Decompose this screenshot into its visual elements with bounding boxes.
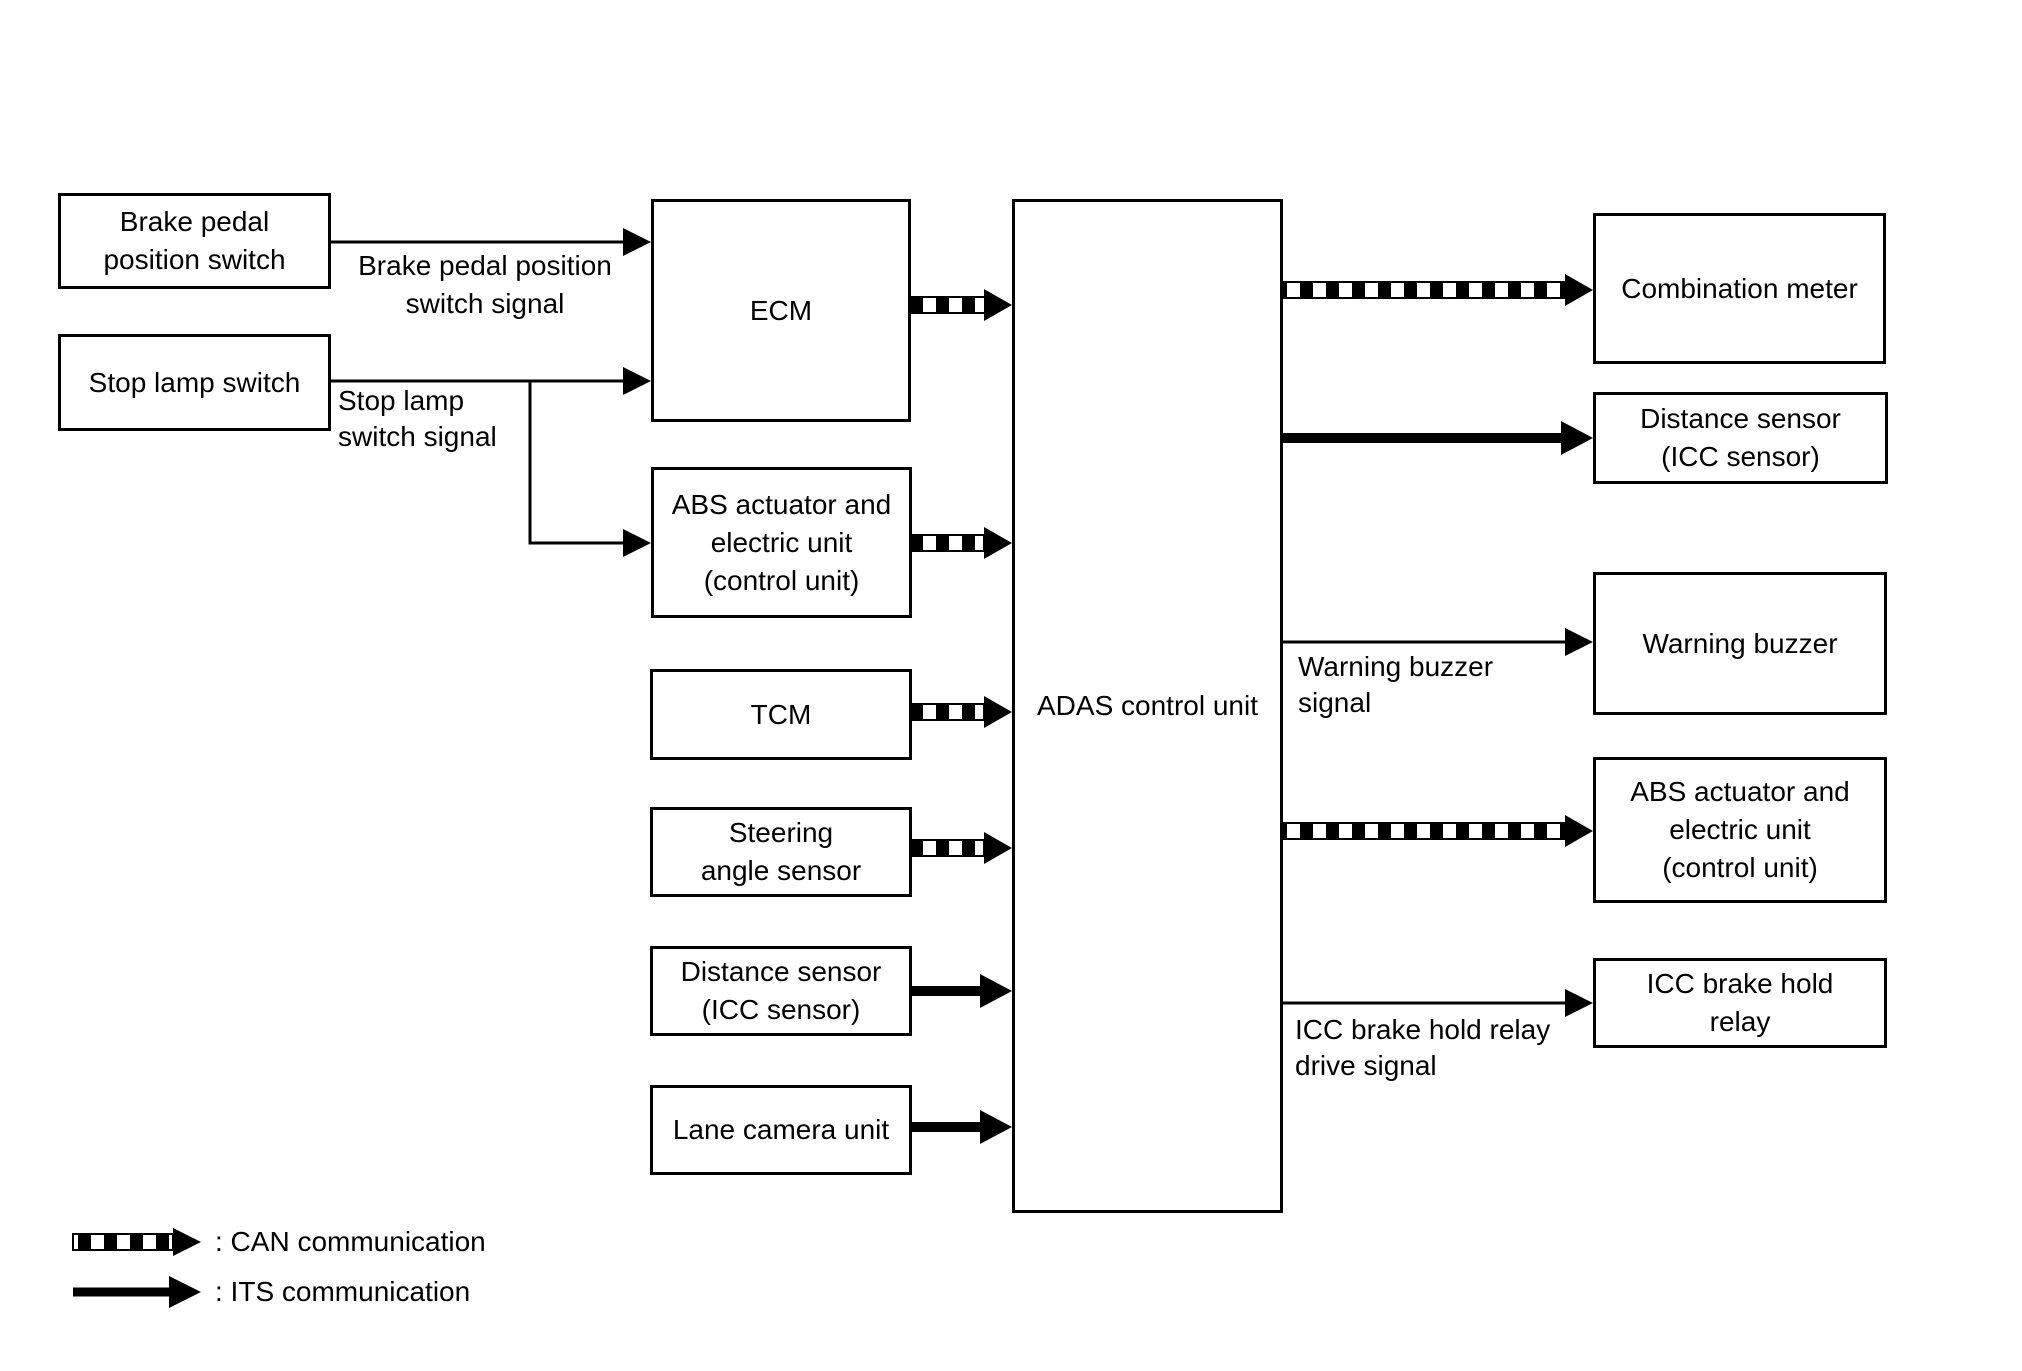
node-label: electric unit <box>710 526 853 558</box>
node-label: (control unit) <box>703 564 860 596</box>
node-label: Warning buzzer <box>1642 627 1838 659</box>
edge-distance-sensor-to-adas-its <box>912 974 1012 1008</box>
node-label: Distance sensor <box>680 956 882 987</box>
node-brake-pedal-position-switch <box>58 193 331 289</box>
node-label: electric unit <box>1669 814 1811 845</box>
node-label: ICC brake hold <box>1646 968 1834 999</box>
edge-adas-to-distance-sensor-its <box>1283 421 1593 455</box>
node-icc-brake-hold-relay <box>1593 958 1887 1048</box>
edge-label-warning-buzzer-signal: Warning buzzer signal <box>1298 651 1494 718</box>
node-lane-camera-unit <box>650 1085 912 1175</box>
edge-stop-lamp-branch-to-abs <box>530 381 651 557</box>
node-label: (control unit) <box>1662 852 1818 883</box>
node-warning-buzzer <box>1593 572 1887 715</box>
node-combination-meter <box>1593 213 1886 364</box>
node-label: Brake pedal <box>119 206 270 237</box>
node-ecm <box>651 199 911 422</box>
edge-lane-camera-to-adas-its <box>912 1110 1012 1144</box>
node-abs-actuator-right <box>1593 757 1887 903</box>
node-stop-lamp-switch <box>58 334 331 431</box>
edge-label-brake-pedal-signal: Brake pedal position switch signal <box>358 250 612 319</box>
node-label: position switch <box>103 244 286 275</box>
edge-steering-to-adas-can <box>912 832 1012 864</box>
node-label: relay <box>1709 1006 1771 1037</box>
node-label: TCM <box>750 698 812 730</box>
node-distance-sensor-left <box>650 946 912 1036</box>
node-adas-control-unit <box>1012 199 1283 1213</box>
node-label: Combination meter <box>1621 272 1858 304</box>
legend-its-arrow-icon <box>73 1276 201 1308</box>
node-label: Stop lamp switch <box>88 366 301 398</box>
node-label: ECM <box>749 294 813 326</box>
node-label: angle sensor <box>700 855 862 886</box>
node-label: Lane camera unit <box>672 1114 890 1145</box>
node-label: Steering <box>728 817 834 848</box>
edge-label-icc-relay-drive-signal: ICC brake hold relay drive signal <box>1295 1014 1551 1081</box>
node-label: (ICC sensor) <box>1661 441 1820 472</box>
edge-adas-to-combination-meter-can <box>1283 274 1593 306</box>
node-label: ADAS control unit <box>1037 690 1258 721</box>
edge-ecm-to-adas-can <box>911 289 1012 321</box>
node-label: ABS actuator and <box>671 488 892 520</box>
edge-label-stop-lamp-signal: Stop lamp switch signal <box>338 385 497 452</box>
node-label: Distance sensor <box>1640 403 1841 434</box>
node-label: (ICC sensor) <box>701 994 861 1025</box>
legend-can-label: : CAN communication <box>215 1226 486 1257</box>
node-steering-angle-sensor <box>650 807 912 897</box>
node-distance-sensor-right <box>1593 392 1888 484</box>
edge-tcm-to-adas-can <box>912 696 1012 728</box>
node-abs-actuator-left <box>651 467 912 618</box>
legend-can-arrow-icon <box>73 1228 201 1256</box>
edge-adas-to-abs-right-can <box>1283 815 1593 847</box>
node-label: ABS actuator and <box>1630 776 1850 807</box>
node-tcm <box>650 669 912 760</box>
legend-its-label: : ITS communication <box>215 1276 471 1307</box>
edge-abs-to-adas-can <box>912 527 1012 559</box>
